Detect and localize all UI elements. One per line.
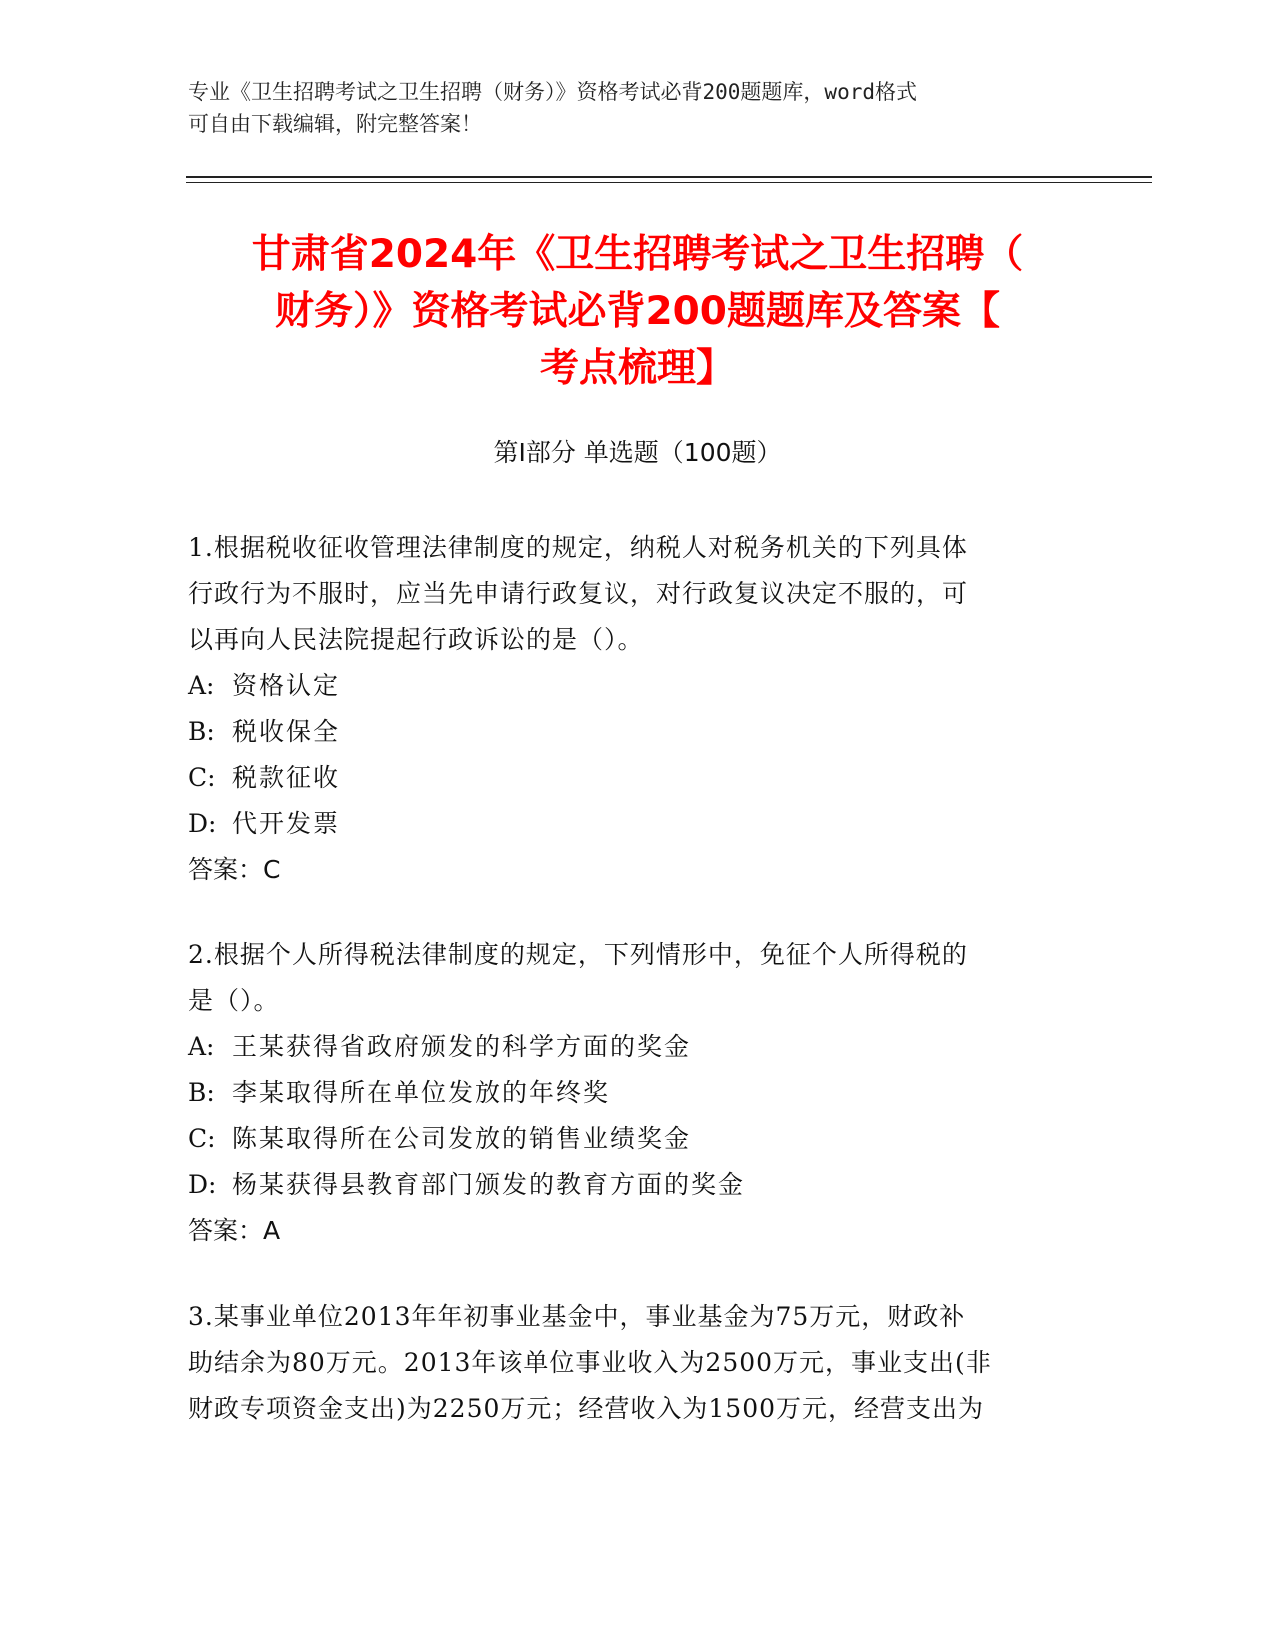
option-key: C: [188,1124,216,1153]
option-b [188,1070,1088,1116]
question-3 [188,1294,1088,1432]
page-title-line-3: 考点梳理】 [539,346,735,391]
option-key: D: [188,809,217,838]
option-a [188,1024,1088,1070]
answer-line: 答案：C [188,855,281,884]
option-text: 税收保全 [232,717,341,746]
page-title-line-1: 甘肃省2024年《卫生招聘考试之卫生招聘（ [251,232,1024,277]
page-title [150,226,1125,397]
header-note-line-2: 可自由下载编辑，附完整答案！ [188,112,482,136]
question-1 [188,525,1088,893]
option-key: A: [188,671,215,700]
option-text: 代开发票 [232,809,341,838]
page-title-line-2: 财务）》资格考试必背200题题库及答案【 [275,289,1000,334]
question-stem-line: 1.根据税收征收管理法律制度的规定，纳税人对税务机关的下列具体 [188,533,968,562]
question-stem-line: 助结余为80万元。2013年该单位事业收入为2500万元，事业支出(非 [188,1348,992,1377]
question-stem-line: 以再向人民法院提起行政诉讼的是（）。 [188,625,644,654]
question-stem-line: 行政行为不服时，应当先申请行政复议，对行政复议决定不服的，可 [188,579,969,608]
header-rule-thin [186,182,1152,183]
option-c [188,1116,1088,1162]
header-note-line-1: 专业《卫生招聘考试之卫生招聘（财务）》资格考试必背200题题库，word格式 [188,80,917,104]
header-rule-thick [186,176,1152,178]
question-stem-line: 财政专项资金支出)为2250万元；经营收入为1500万元，经营支出为 [188,1394,985,1423]
question-stem-line: 3.某事业单位2013年年初事业基金中，事业基金为75万元，财政补 [188,1302,966,1331]
option-text: 杨某获得县教育部门颁发的教育方面的奖金 [232,1170,746,1199]
section-heading: 第Ⅰ部分 单选题（100题） [493,438,782,467]
option-d [188,1162,1088,1208]
question-stem-line: 2.根据个人所得税法律制度的规定，下列情形中，免征个人所得税的 [188,940,968,969]
option-text: 资格认定 [232,671,341,700]
option-d [188,801,1088,847]
option-key: D: [188,1170,217,1199]
header-note [188,76,1088,140]
option-text: 税款征收 [232,763,341,792]
option-a [188,663,1088,709]
option-key: A: [188,1032,215,1061]
option-key: C: [188,763,216,792]
option-text: 李某取得所在单位发放的年终奖 [232,1078,611,1107]
answer-line: 答案：A [188,1216,281,1245]
option-key: B: [188,717,215,746]
option-key: B: [188,1078,215,1107]
option-c [188,755,1088,801]
question-stem-line: 是（）。 [188,986,280,1015]
option-text: 王某获得省政府颁发的科学方面的奖金 [232,1032,692,1061]
option-b [188,709,1088,755]
option-text: 陈某取得所在公司发放的销售业绩奖金 [232,1124,692,1153]
question-2 [188,932,1088,1254]
